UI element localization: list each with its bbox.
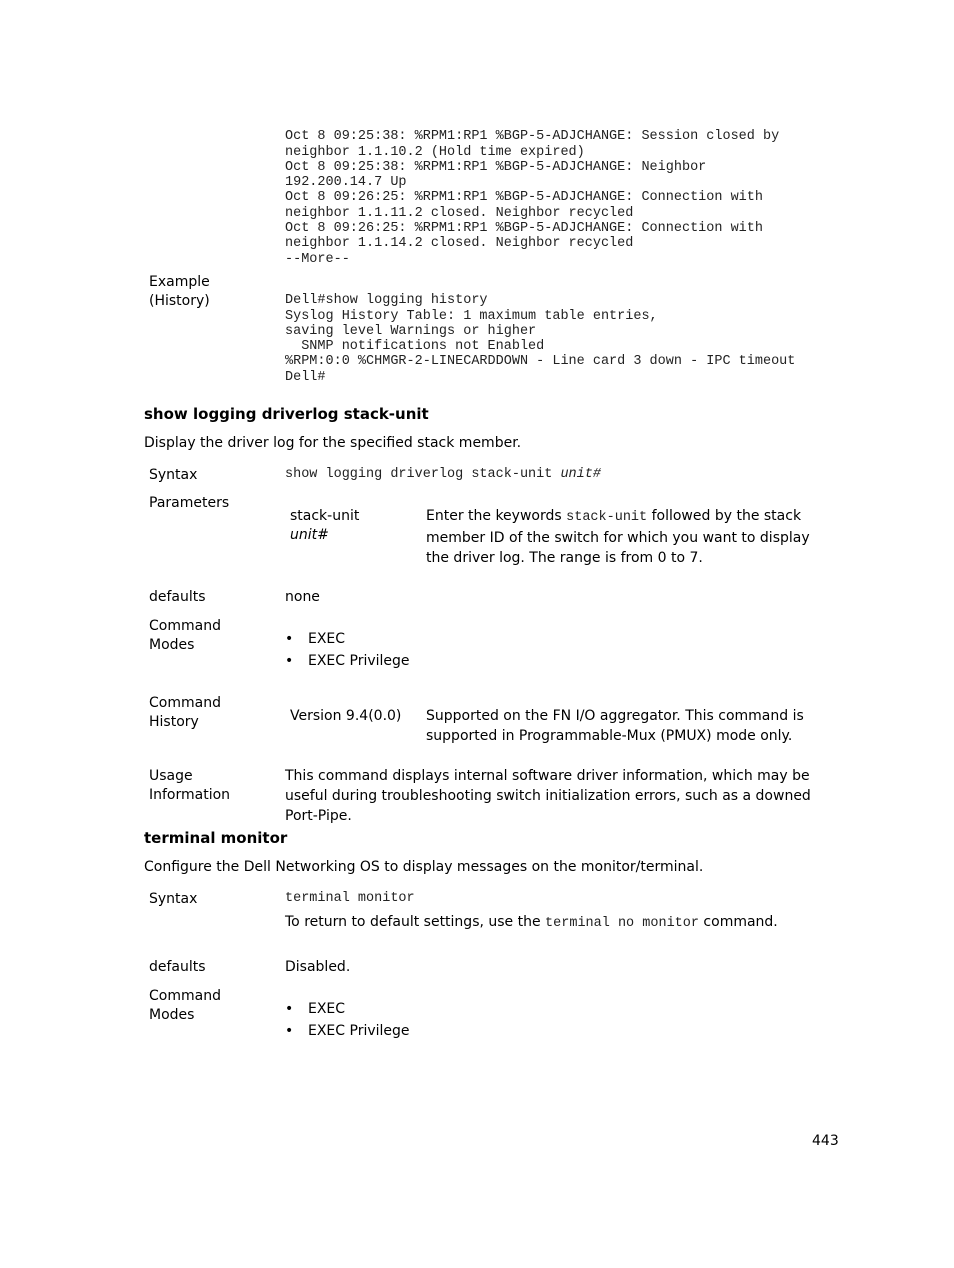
list-item: • EXEC bbox=[285, 998, 410, 1020]
log-line: neighbor 1.1.14.2 closed. Neighbor recycled bbox=[285, 236, 634, 252]
section-title: terminal monitor bbox=[144, 829, 288, 847]
syntax-label: Syntax bbox=[149, 467, 198, 483]
example-history-label: Example (History) bbox=[149, 274, 210, 309]
defaults-value: none bbox=[285, 589, 320, 605]
log-line: --More-- bbox=[285, 251, 350, 267]
history-description: Supported on the FN I/O aggregator. This command is supported in Programmable-Mux (PMUX) mode only. bbox=[426, 708, 804, 744]
usage-label: Usage Information bbox=[149, 768, 231, 803]
log-line: neighbor 1.1.10.2 (Hold time expired) bbox=[285, 144, 585, 160]
parameters-label: Parameters bbox=[149, 495, 230, 511]
syntax-command: show logging driverlog stack-unit unit# bbox=[285, 467, 601, 482]
command-modes-label: Command Modes bbox=[149, 618, 221, 653]
log-line: neighbor 1.1.11.2 closed. Neighbor recycled bbox=[285, 205, 634, 221]
example-history-code bbox=[285, 278, 795, 400]
parameter-description: Enter the keywords stack-unit followed by the stack member ID of the switch for which you want to display the driver log. The range is from 0 to 7. bbox=[426, 508, 810, 566]
history-version: Version 9.4(0.0) bbox=[290, 708, 402, 724]
section-title: show logging driverlog stack-unit bbox=[144, 405, 429, 423]
log-line: Oct 8 09:25:38: %RPM1:RP1 %BGP-5-ADJCHANGE: Neighbor bbox=[285, 159, 707, 175]
command-history-label: Command History bbox=[149, 695, 221, 730]
command-modes-label: Command Modes bbox=[149, 988, 221, 1023]
log-line: Oct 8 09:26:25: %RPM1:RP1 %BGP-5-ADJCHANGE: Connection with bbox=[285, 190, 763, 206]
section-description: Display the driver log for the specified stack member. bbox=[144, 435, 522, 451]
syntax-argument: unit# bbox=[560, 467, 601, 482]
page-number: 443 bbox=[812, 1133, 839, 1149]
list-item: • EXEC Privilege bbox=[285, 650, 410, 672]
list-item: • EXEC Privilege bbox=[285, 1020, 410, 1042]
log-line: 192.200.14.7 Up bbox=[285, 175, 407, 191]
defaults-value: Disabled. bbox=[285, 959, 351, 975]
log-line: Oct 8 09:25:38: %RPM1:RP1 %BGP-5-ADJCHANGE: Session closed by bbox=[285, 129, 780, 145]
log-line: Oct 8 09:26:25: %RPM1:RP1 %BGP-5-ADJCHANGE: Connection with bbox=[285, 221, 763, 237]
defaults-label: defaults bbox=[149, 959, 206, 975]
command-modes-list bbox=[285, 628, 410, 672]
list-item: • EXEC bbox=[285, 628, 410, 650]
code-line: Syslog History Table: 1 maximum table entries, bbox=[285, 308, 658, 324]
code-line: saving level Warnings or higher bbox=[285, 323, 537, 339]
command-modes-list bbox=[285, 998, 410, 1042]
code-line: Dell#show logging history bbox=[285, 293, 488, 309]
syntax-command: terminal monitor bbox=[285, 891, 415, 906]
syntax-note: To return to default settings, use the terminal no monitor command. bbox=[285, 914, 778, 931]
code-line: %RPM:0:0 %CHMGR-2-LINECARDDOWN - Line card 3 down - IPC timeout bbox=[285, 354, 796, 370]
parameter-name: stack-unit unit# bbox=[290, 508, 360, 543]
defaults-label: defaults bbox=[149, 589, 206, 605]
section-description: Configure the Dell Networking OS to display messages on the monitor/terminal. bbox=[144, 859, 704, 875]
syntax-label: Syntax bbox=[149, 891, 198, 907]
code-line: SNMP notifications not Enabled bbox=[285, 339, 545, 355]
code-line: Dell# bbox=[285, 369, 326, 385]
usage-text: This command displays internal software driver information, which may be useful during troubleshooting switch initialization errors, such as a downed Port-Pipe. bbox=[285, 768, 811, 824]
log-output-block bbox=[285, 114, 779, 282]
